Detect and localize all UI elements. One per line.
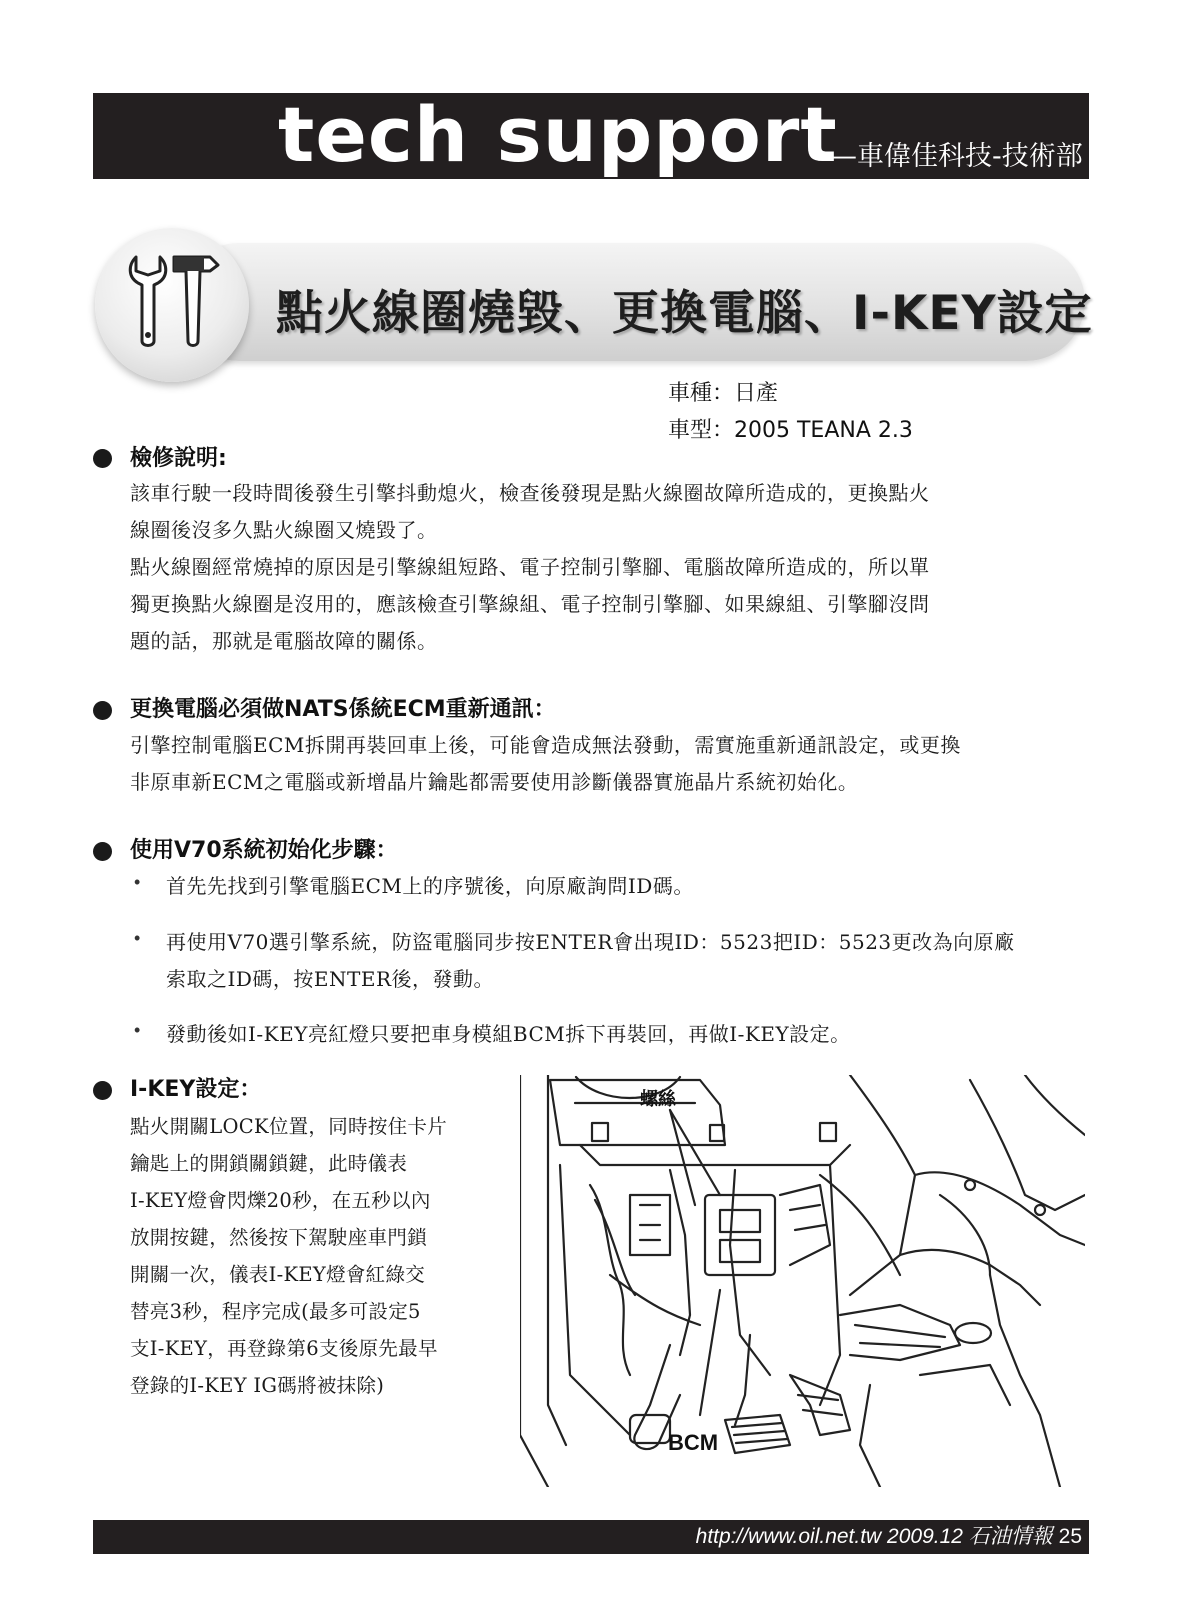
text-line: 替亮3秒，程序完成(最多可設定5 [130,1300,421,1323]
footer-publication: http://www.oil.net.tw 2009.12 石油情報 [695,1525,1053,1548]
text-line: 非原車新ECM之電腦或新增晶片鑰匙都需要使用診斷儀器實施晶片系統初始化。 [130,770,859,794]
section-bullet-icon [93,701,112,720]
ecm-paragraph [130,727,1080,801]
text-line: 首先先找到引擎電腦ECM上的序號後，向原廠詢問ID碼。 [166,874,694,898]
section-bullet-icon [93,1081,112,1100]
text-line: 再使用V70選引擎系統，防盜電腦同步按ENTER會出現ID：5523把ID：5523更改為向原廠 [166,930,1015,954]
figure-label-screw: 螺絲 [640,1089,676,1110]
text-line: 獨更換點火線圈是沒用的，應該檢查引擎線組、電子控制引擎腳、如果線組、引擎腳沒問 [130,592,930,616]
list-item [166,1016,1086,1053]
text-line: 引擎控制電腦ECM拆開再裝回車上後，可能會造成無法發動，需實施重新通訊設定，或更換 [130,733,961,757]
figure-label-bcm: BCM [668,1430,719,1455]
list-bullet-icon: • [134,1020,141,1040]
article-title: 點火線圈燒毀、更換電腦、I-KEY設定 [276,286,1093,341]
tools-icon [118,245,228,355]
text-line: 鑰匙上的開鎖關鎖鍵，此時儀表 [130,1152,408,1175]
vehicle-model: 車型：2005 TEANA 2.3 [668,418,913,443]
vehicle-brand: 車種：日產 [668,381,779,406]
text-line: 點火線圈經常燒掉的原因是引擎線組短路、電子控制引擎腳、電腦故障所造成的，所以單 [130,555,930,579]
section-bullet-icon [93,842,112,861]
header-title: tech support [278,90,838,179]
text-line: 支I-KEY，再登錄第6支後原先最早 [130,1337,438,1360]
section-heading-v70: 使用V70系統初始化步驟： [130,838,398,863]
text-line: 線圈後沒多久點火線圈又燒毀了。 [130,518,438,542]
page-number: 25 [1058,1525,1082,1548]
header-subtitle: —車偉佳科技-技術部 [830,141,1083,172]
ikey-paragraph [130,1108,510,1404]
text-line: 放開按鍵，然後按下駕駛座車門鎖 [130,1226,428,1249]
list-item [166,868,1086,905]
inspection-paragraph-2 [130,549,1080,660]
text-line: 登錄的I-KEY IG碼將被抹除) [130,1374,385,1397]
text-line: 發動後如I-KEY亮紅燈只要把車身模組BCM拆下再裝回，再做I-KEY設定。 [166,1022,851,1046]
list-item [166,924,1086,998]
text-line: 開關一次，儀表I-KEY燈會紅綠交 [130,1263,426,1286]
section-heading-ecm: 更換電腦必須做NATS係統ECM重新通訊： [130,697,556,722]
text-line: 索取之ID碼，按ENTER後，發動。 [166,967,495,991]
text-line: 題的話，那就是電腦故障的關係。 [130,629,438,653]
section-bullet-icon [93,449,112,468]
list-bullet-icon: • [134,872,141,892]
text-line: 點火開關LOCK位置，同時按住卡片 [130,1115,448,1138]
section-heading-ikey: I-KEY設定： [130,1077,262,1102]
text-line: I-KEY燈會閃爍20秒，在五秒以內 [130,1189,431,1212]
bcm-location-figure [520,1075,1085,1487]
section-heading-inspection: 檢修說明: [130,446,227,471]
inspection-paragraph-1 [130,475,1080,549]
footer-text [696,1523,1082,1551]
text-line: 該車行駛一段時間後發生引擎抖動熄火，檢查後發現是點火線圈故障所造成的，更換點火 [130,481,930,505]
list-bullet-icon: • [134,928,141,948]
